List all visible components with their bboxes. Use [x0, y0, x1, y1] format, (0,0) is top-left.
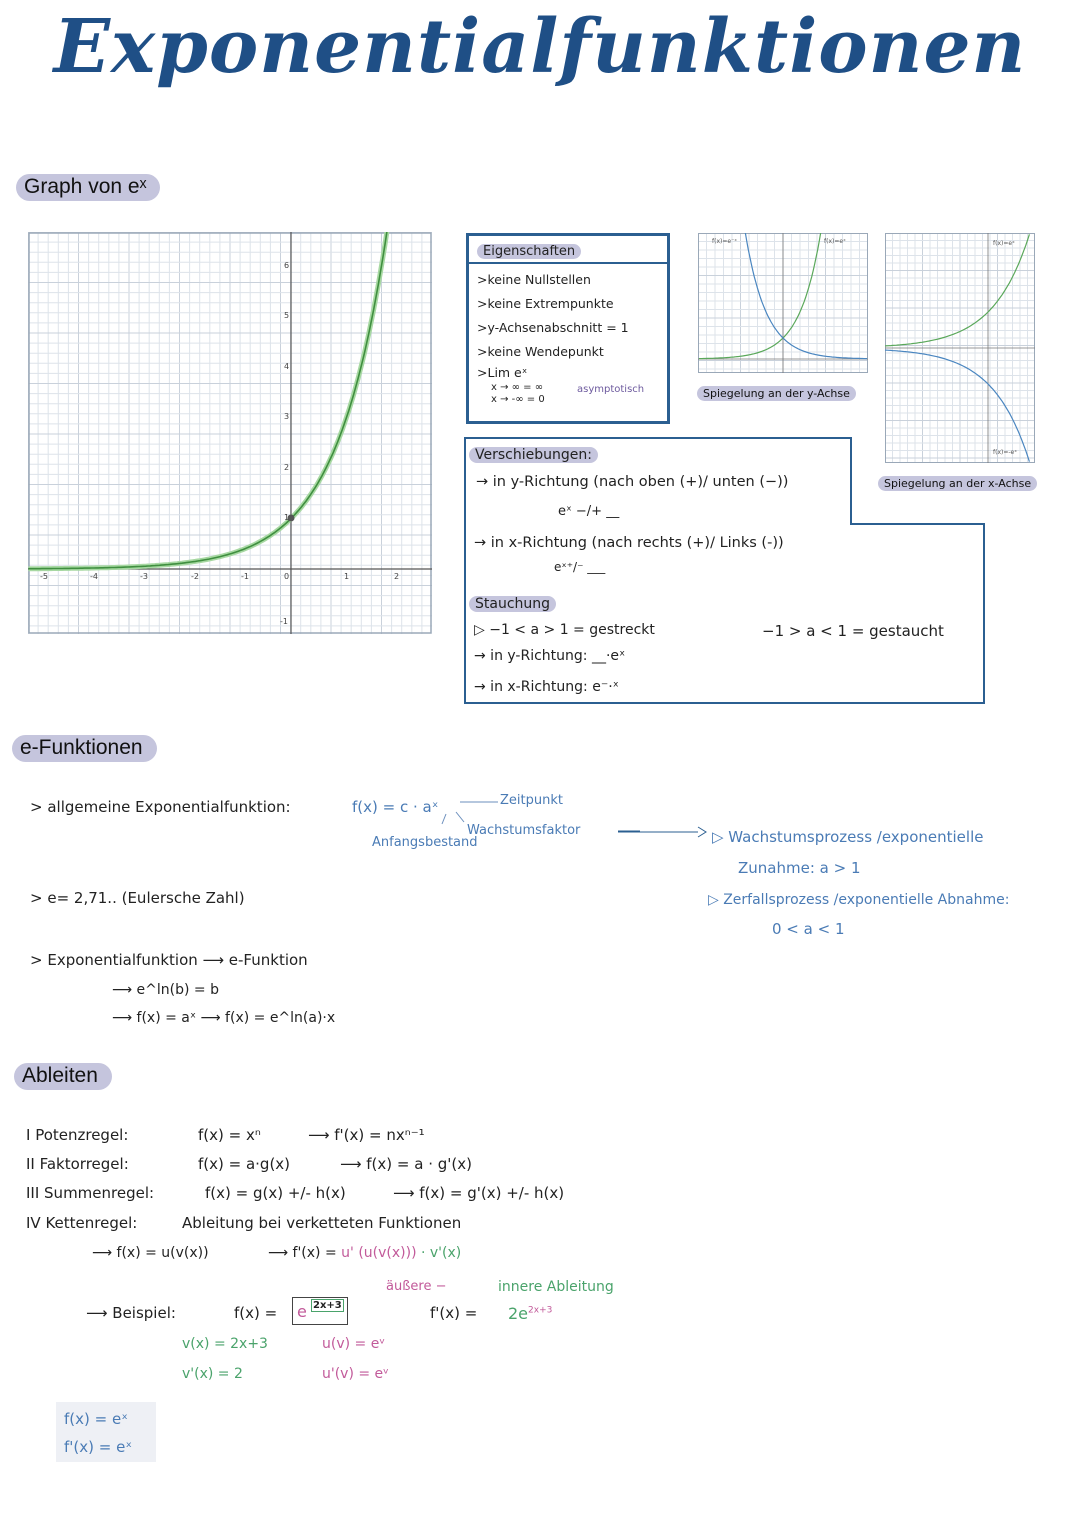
example-result-exponent: 2x+3: [528, 1305, 553, 1316]
limit-positive: x → ∞ = ∞: [491, 382, 544, 393]
general-exp-formula: f(x) = c · aˣ: [352, 798, 439, 816]
x-tick-label: -5: [40, 572, 48, 581]
note-function: f(x) = eˣ: [64, 1410, 128, 1428]
section-ableiten-heading: Ableiten: [14, 1063, 112, 1090]
section-graph-heading: Graph von eˣ: [16, 174, 160, 201]
x-tick-label: -3: [140, 572, 148, 581]
example-result-factor: 2e: [508, 1304, 529, 1323]
euler-number: > e= 2,71.. (Eulersche Zahl): [30, 889, 245, 907]
page-title: Exponentialfunktionen: [53, 4, 1027, 90]
outer-label: äußere −: [386, 1279, 447, 1294]
outer-derivative: u'(v) = eᵛ: [322, 1366, 390, 1382]
label-anfangsbestand: Anfangsbestand: [372, 835, 478, 850]
compress-condition: −1 > a < 1 = gestaucht: [762, 622, 944, 640]
graph-label: f(x)=-eˣ: [993, 449, 1017, 456]
rule-power-derivative: ⟶ f'(x) = nxⁿ⁻¹: [308, 1126, 425, 1144]
shift-y-formula: eˣ −/+ __: [558, 504, 620, 519]
section-efunktionen-heading: e-Funktionen: [12, 735, 157, 762]
example-base: e: [297, 1302, 307, 1321]
example-function: f(x) =: [234, 1304, 278, 1322]
chain-derivative: [268, 1245, 461, 1261]
outer-function: u(v) = eᵛ: [322, 1336, 386, 1352]
label-wachstumsfaktor: Wachstumsfaktor: [467, 823, 581, 838]
stretch-x: → in x-Richtung: e⁻·ˣ: [474, 679, 619, 695]
stretch-condition: ▷ −1 < a > 1 = gestreckt: [474, 622, 655, 638]
limit-negative: x → -∞ = 0: [491, 394, 545, 405]
mini-graph-x-reflection: [885, 233, 1035, 463]
shift-x-text: → in x-Richtung (nach rechts (+)/ Links (-)): [474, 535, 784, 551]
asymptotic-note: asymptotisch: [577, 384, 645, 395]
x-tick-label: -1: [241, 572, 249, 581]
verschiebungen-title: Verschiebungen:: [469, 447, 598, 463]
rule-chain-description: Ableitung bei verketteten Funktionen: [182, 1214, 462, 1232]
note-box: [56, 1402, 156, 1462]
caption-x-reflection: Spiegelung an der x-Achse: [878, 476, 1037, 491]
rule-power-label: I Potenzregel:: [26, 1126, 129, 1144]
main-exp-graph: [28, 232, 432, 634]
example-label: ⟶ Beispiel:: [86, 1304, 176, 1322]
x-tick-label: -4: [90, 572, 98, 581]
x-tick-label: 1: [344, 572, 350, 581]
inner-function: v(x) = 2x+3: [182, 1336, 268, 1352]
growth-condition: Zunahme: a > 1: [738, 859, 861, 877]
rule-sum-label: III Summenregel:: [26, 1184, 155, 1202]
property-item: >keine Nullstellen: [477, 272, 591, 287]
y-tick-label: -1: [280, 617, 288, 626]
x-tick-label: -2: [191, 572, 199, 581]
property-item: >y-Achsenabschnitt = 1: [477, 320, 629, 335]
ln-identity: ⟶ e^ln(b) = b: [112, 982, 219, 998]
decay-condition: 0 < a < 1: [772, 920, 845, 938]
graph-label: f(x)=e⁻ˣ: [712, 238, 737, 245]
rule-factor-derivative: ⟶ f(x) = a · g'(x): [340, 1155, 472, 1173]
rule-chain-label: IV Kettenregel:: [26, 1214, 138, 1232]
y-tick-label: 6: [284, 261, 290, 270]
stauchung-title: Stauchung: [469, 596, 556, 612]
rule-factor-label: II Faktorregel:: [26, 1155, 129, 1173]
mini-graph-y-reflection: [698, 233, 868, 373]
label-zeitpunkt: Zeitpunkt: [500, 793, 563, 808]
curve-e-x: [885, 234, 1029, 346]
rule-factor-function: f(x) = a·g(x): [198, 1155, 291, 1173]
example-result-label: f'(x) =: [430, 1304, 478, 1322]
example-result: [508, 1304, 552, 1323]
arrow-to-growth: [618, 825, 708, 839]
chain-composition: ⟶ f(x) = u(v(x)): [92, 1245, 209, 1261]
property-item: >Lim eˣ: [477, 365, 528, 380]
rule-power-function: f(x) = xⁿ: [198, 1126, 261, 1144]
shift-y-text: → in y-Richtung (nach oben (+)/ unten (−)): [476, 474, 789, 490]
x-tick-label: 0: [284, 572, 290, 581]
example-exponent: 2x+3: [313, 1300, 342, 1311]
growth-process: ▷ Wachstumsprozess /exponentielle: [712, 828, 984, 846]
exp-conversion: ⟶ f(x) = aˣ ⟶ f(x) = e^ln(a)·x: [112, 1010, 336, 1026]
graph-label: f(x)=eˣ: [824, 238, 846, 245]
example-boxed-term: [292, 1297, 348, 1325]
eigenschaften-title: Eigenschaften: [477, 244, 581, 259]
rule-sum-function: f(x) = g(x) +/- h(x): [205, 1184, 346, 1202]
y-tick-label: 2: [284, 463, 290, 472]
x-tick-label: 2: [394, 572, 400, 581]
y-tick-label: 1: [284, 513, 290, 522]
stauchung-block: [469, 593, 556, 612]
property-item: >keine Wendepunkt: [477, 344, 604, 359]
general-exp-label: > allgemeine Exponentialfunktion:: [30, 798, 291, 816]
property-item: >keine Extrempunkte: [477, 296, 614, 311]
exp-to-efunction: > Exponentialfunktion ⟶ e-Funktion: [30, 951, 308, 969]
shift-x-formula: eˣ⁺/⁻ ___: [554, 560, 606, 574]
eigenschaften-box: [466, 233, 670, 424]
caption-y-reflection: Spiegelung an der y-Achse: [697, 386, 856, 401]
chain-outer-derivative: u' (u(v(x))): [341, 1245, 417, 1261]
decay-process: ▷ Zerfallsprozess /exponentielle Abnahme:: [708, 892, 1010, 908]
y-tick-label: 3: [284, 412, 290, 421]
chain-inner-derivative: · v'(x): [420, 1245, 462, 1261]
chain-derivative-lhs: ⟶ f'(x) =: [268, 1245, 337, 1261]
graph-label: f(x)=eˣ: [993, 240, 1015, 247]
y-tick-label: 4: [284, 362, 290, 371]
inner-derivative: v'(x) = 2: [182, 1366, 243, 1382]
note-derivative: f'(x) = eˣ: [64, 1438, 132, 1456]
rule-sum-derivative: ⟶ f(x) = g'(x) +/- h(x): [393, 1184, 565, 1202]
inner-label: innere Ableitung: [498, 1279, 614, 1295]
stretch-y: → in y-Richtung: __·eˣ: [474, 648, 626, 664]
verschiebungen-block: [469, 444, 598, 463]
y-tick-label: 5: [284, 311, 290, 320]
